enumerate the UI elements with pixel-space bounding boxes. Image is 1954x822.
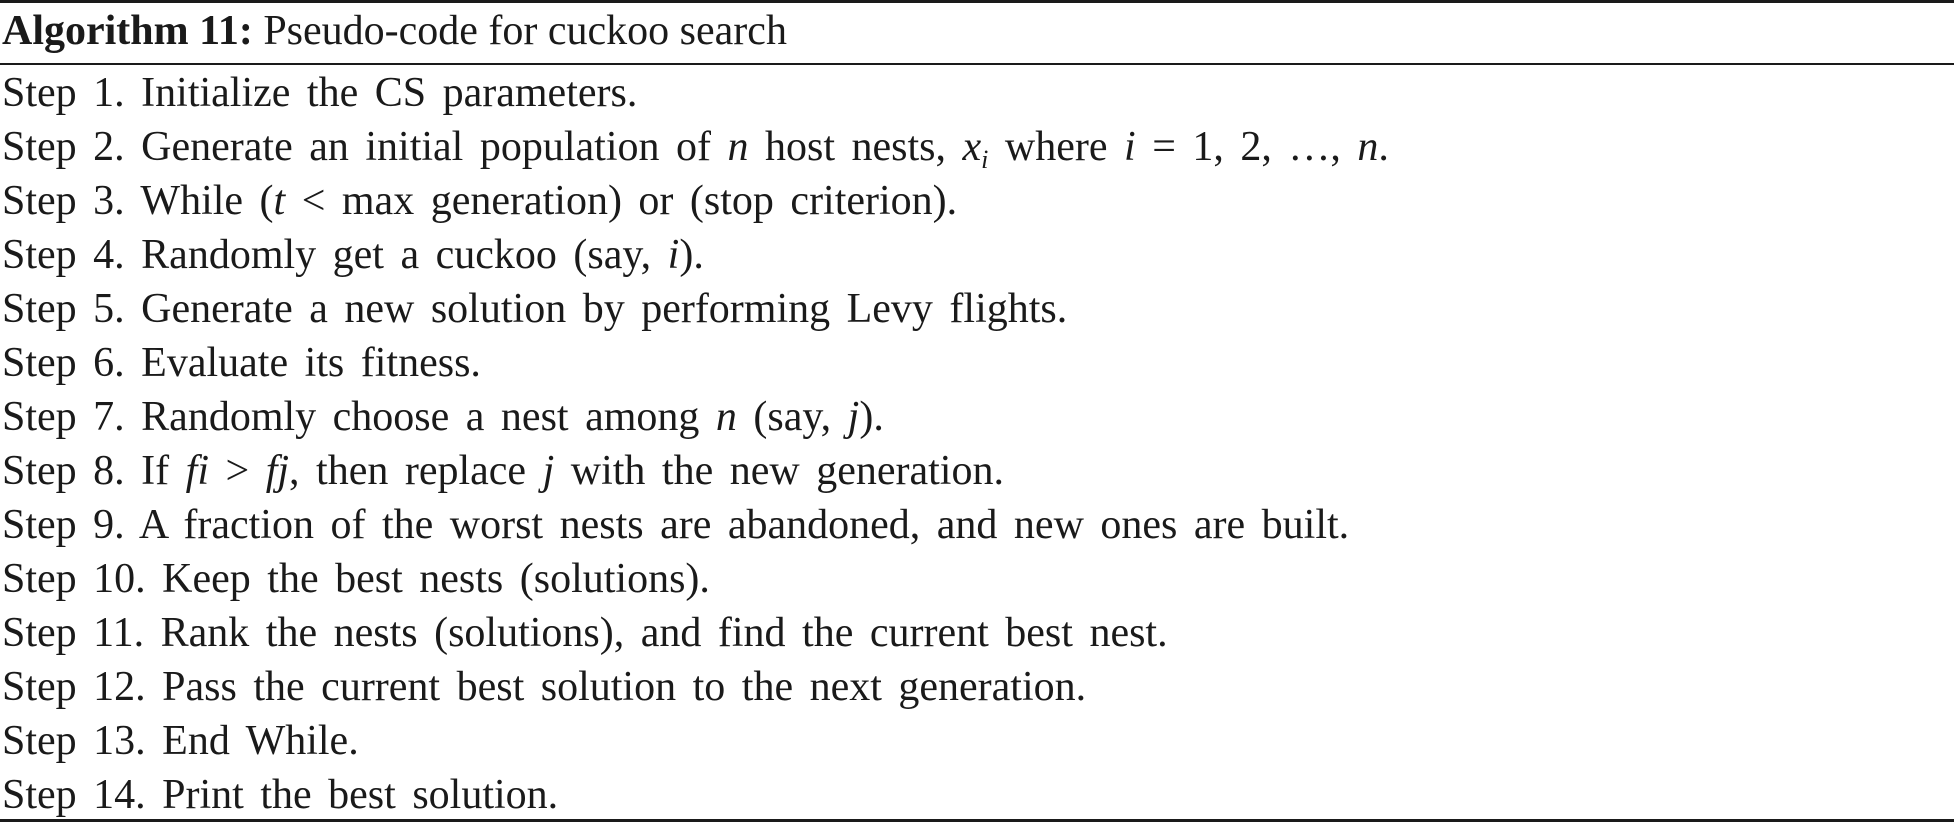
step-text: Randomly get a cuckoo (say,	[141, 232, 668, 278]
math-var: fj	[265, 448, 290, 494]
step-text: host nests,	[748, 124, 963, 170]
top-rule	[0, 0, 1954, 3]
step-text: .	[1378, 124, 1389, 170]
step-number: Step 10.	[2, 556, 146, 602]
step-number: Step 3.	[2, 178, 125, 224]
step-number: Step 8.	[2, 448, 125, 494]
step-text: where	[988, 124, 1125, 170]
step-9	[2, 498, 1954, 552]
caption-rule	[0, 63, 1954, 65]
step-number: Step 9.	[2, 502, 125, 548]
step-text: Rank the nests (solutions), and find the current best nest.	[160, 610, 1168, 656]
math-subscript: i	[981, 145, 989, 174]
step-4	[2, 228, 1954, 282]
step-number: Step 12.	[2, 664, 146, 710]
step-number: Step 13.	[2, 718, 146, 764]
step-8	[2, 444, 1954, 498]
algorithm-label: Algorithm 11:	[2, 8, 253, 54]
math-var: n	[1357, 124, 1379, 170]
step-text: ).	[679, 232, 704, 278]
step-number: Step 2.	[2, 124, 125, 170]
step-number: Step 14.	[2, 772, 146, 818]
step-13	[2, 714, 1954, 768]
step-5	[2, 282, 1954, 336]
math-var: n	[727, 124, 749, 170]
step-text: < max generation) or (stop criterion).	[285, 178, 958, 224]
step-7	[2, 390, 1954, 444]
step-text: Pass the current best solution to the next generation.	[162, 664, 1087, 710]
step-2	[2, 120, 1954, 174]
step-text: A fraction of the worst nests are abandoned, and new ones are built.	[138, 502, 1350, 548]
step-number: Step 1.	[2, 70, 125, 116]
step-6	[2, 336, 1954, 390]
step-number: Step 6.	[2, 340, 125, 386]
step-text: Initialize the CS parameters.	[141, 70, 638, 116]
step-text: , then replace	[289, 448, 543, 494]
step-text: (say,	[736, 394, 848, 440]
step-text: While (	[140, 178, 274, 224]
step-text: >	[209, 448, 266, 494]
math-var: n	[715, 394, 737, 440]
algorithm-title: Pseudo-code for cuckoo search	[263, 8, 787, 54]
math-var: j	[542, 448, 555, 494]
step-10	[2, 552, 1954, 606]
step-text: Keep the best nests (solutions).	[162, 556, 710, 602]
math-var: t	[273, 178, 286, 224]
step-11	[2, 606, 1954, 660]
step-number: Step 11.	[2, 610, 145, 656]
step-text: Generate a new solution by performing Levy flights.	[141, 286, 1068, 332]
step-number: Step 7.	[2, 394, 125, 440]
algorithm-caption	[2, 4, 787, 58]
step-text: Generate an initial population of	[141, 124, 728, 170]
step-text: Print the best solution.	[162, 772, 559, 818]
step-text: Evaluate its fitness.	[141, 340, 481, 386]
math-var: fi	[185, 448, 209, 494]
math-var: x	[962, 124, 982, 170]
step-text: Randomly choose a nest among	[141, 394, 716, 440]
step-list	[2, 66, 1954, 822]
math-var: i	[1124, 124, 1136, 170]
step-12	[2, 660, 1954, 714]
step-text: ).	[859, 394, 884, 440]
step-number: Step 4.	[2, 232, 125, 278]
step-text: End While.	[162, 718, 359, 764]
step-text: = 1, 2, …,	[1135, 124, 1358, 170]
math-var: i	[667, 232, 680, 278]
step-number: Step 5.	[2, 286, 125, 332]
step-1	[2, 66, 1954, 120]
step-14	[2, 768, 1954, 822]
math-var: j	[847, 394, 860, 440]
step-3	[2, 174, 1954, 228]
step-text: with the new generation.	[554, 448, 1004, 494]
step-text: If	[141, 448, 186, 494]
